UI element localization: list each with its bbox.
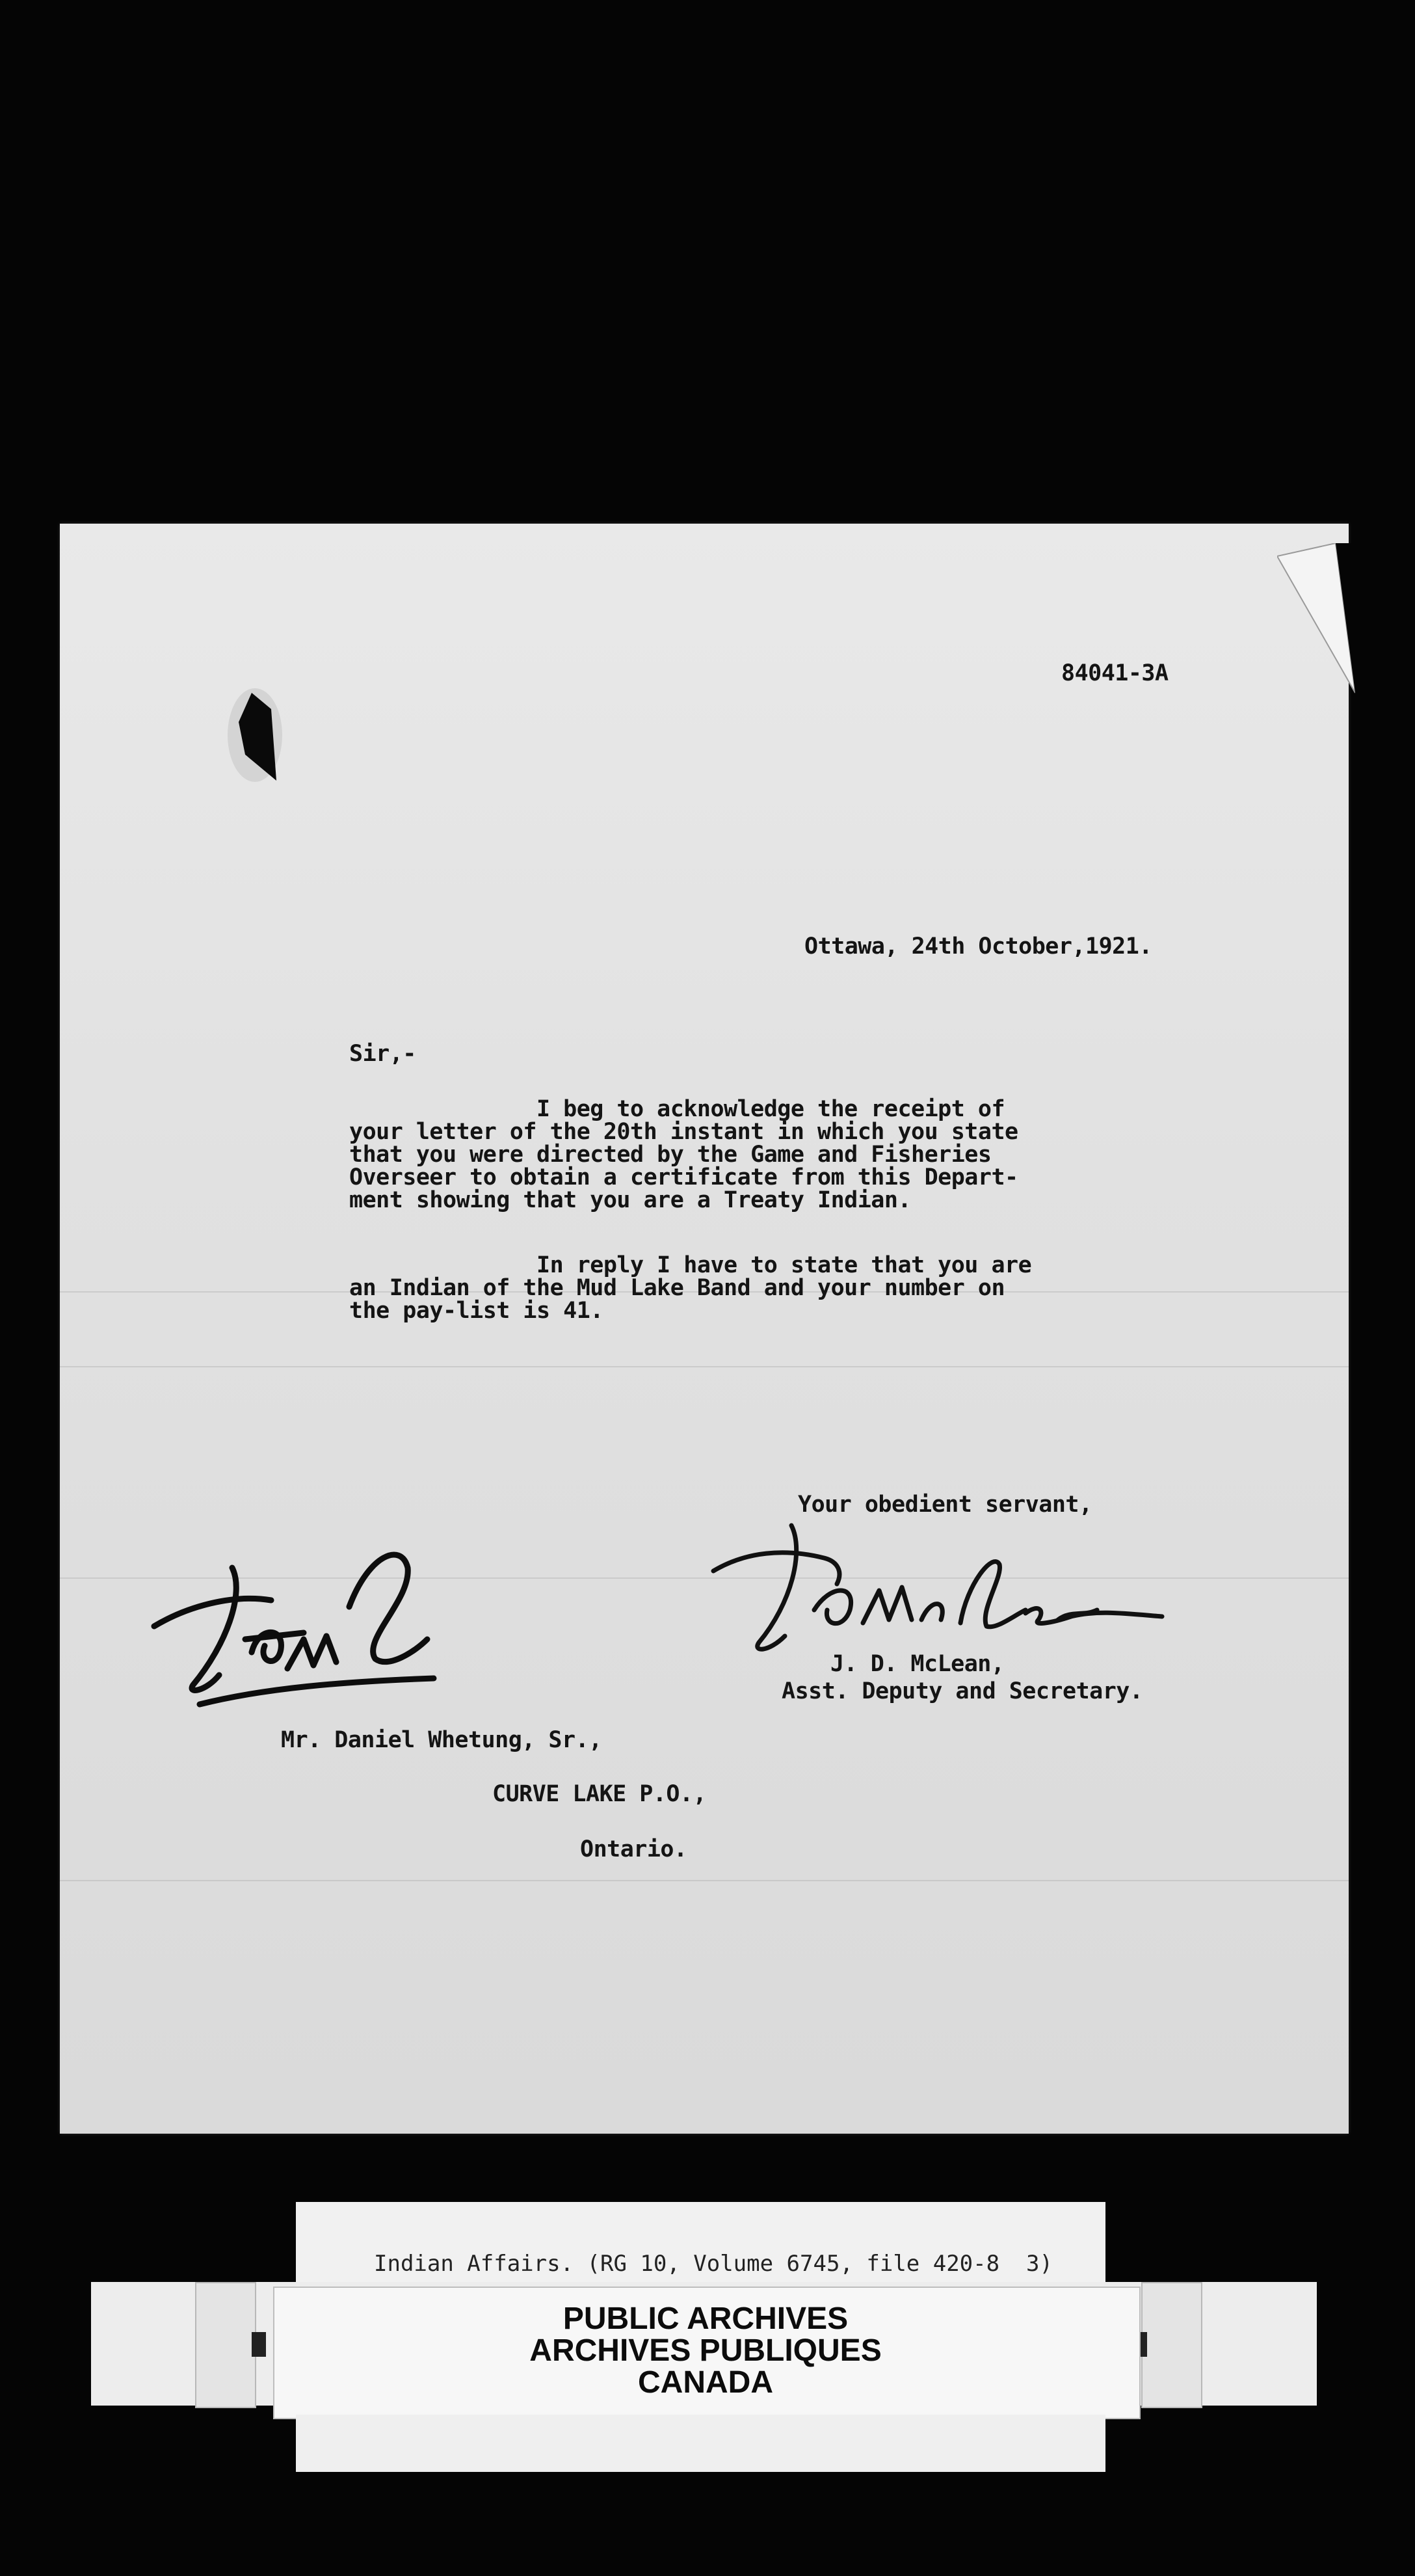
salutation: Sir,- bbox=[349, 1041, 416, 1067]
archive-stamp bbox=[280, 2303, 1131, 2398]
signer-name: J. D. McLean, bbox=[830, 1651, 1005, 1677]
file-number: 84041-3A bbox=[1061, 660, 1169, 686]
signer-title: Asst. Deputy and Secretary. bbox=[782, 1678, 1143, 1704]
complimentary-close: Your obedient servant, bbox=[798, 1492, 1092, 1518]
addressee-post-office: CURVE LAKE P.O., bbox=[492, 1781, 707, 1807]
body-line: that you were directed by the Game and Fisheries bbox=[349, 1142, 992, 1168]
body-line: ment showing that you are a Treaty Indian. bbox=[349, 1187, 912, 1213]
paper-fold-line bbox=[60, 1880, 1349, 1881]
film-clip-right bbox=[1141, 2282, 1202, 2408]
addressee-province: Ontario. bbox=[580, 1836, 687, 1862]
body-line: In reply I have to state that you are bbox=[349, 1252, 1032, 1278]
paper-fold-line bbox=[60, 1366, 1349, 1367]
body-line: the pay-list is 41. bbox=[349, 1298, 603, 1324]
dateline: Ottawa, 24th October,1921. bbox=[804, 933, 1152, 959]
addressee-name: Mr. Daniel Whetung, Sr., bbox=[281, 1727, 602, 1753]
stamp-line: ARCHIVES PUBLIQUES bbox=[529, 2333, 882, 2368]
archive-bottom-strip bbox=[296, 2415, 1105, 2472]
letter-sheet bbox=[60, 524, 1349, 2134]
stamp-line: PUBLIC ARCHIVES bbox=[562, 2301, 849, 2336]
stamp-line: CANADA bbox=[638, 2365, 773, 2400]
folded-corner bbox=[1277, 543, 1355, 699]
body-line: an Indian of the Mud Lake Band and your number on bbox=[349, 1275, 1005, 1301]
archive-reference: Indian Affairs. (RG 10, Volume 6745, file 420-8 3) bbox=[374, 2251, 1053, 2277]
handwritten-initials bbox=[148, 1529, 447, 1717]
film-clip-left bbox=[195, 2282, 256, 2408]
body-line: your letter of the 20th instant in which you state bbox=[349, 1119, 1018, 1145]
body-line: Overseer to obtain a certificate from this Depart- bbox=[349, 1164, 1018, 1190]
handwritten-signature bbox=[707, 1512, 1175, 1662]
body-line: I beg to acknowledge the receipt of bbox=[349, 1096, 1005, 1122]
punch-hole bbox=[226, 683, 284, 787]
